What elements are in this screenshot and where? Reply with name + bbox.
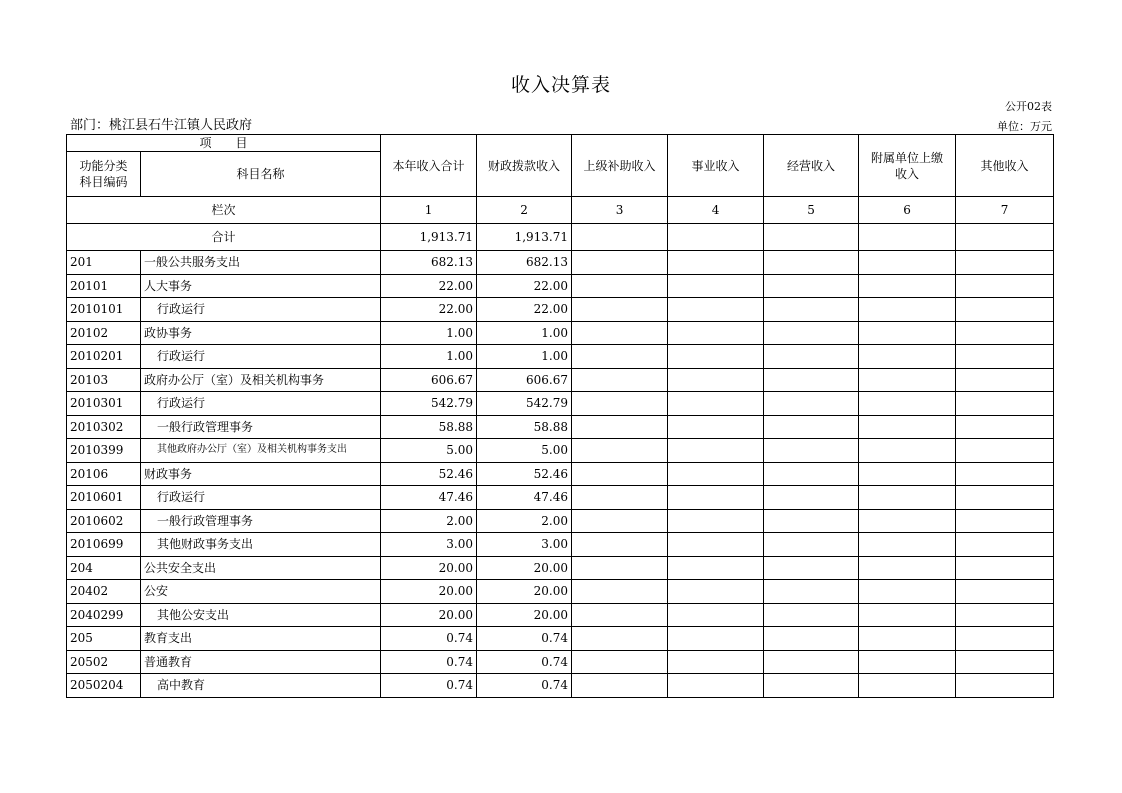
- amount-cell: 20.00: [477, 580, 572, 604]
- amount-cell: [764, 439, 859, 463]
- subject-code: 20103: [67, 368, 141, 392]
- amount-cell: 542.79: [381, 392, 477, 416]
- amount-cell: [572, 415, 668, 439]
- table-row: [67, 674, 1054, 698]
- table-row: [67, 251, 1054, 275]
- subject-code: 2010699: [67, 533, 141, 557]
- amount-cell: [859, 251, 956, 275]
- subject-name: 高中教育: [141, 674, 381, 698]
- column-number: 2: [477, 197, 572, 224]
- subject-name: 行政运行: [141, 486, 381, 510]
- amount-cell: 1.00: [477, 345, 572, 369]
- amount-cell: [668, 345, 764, 369]
- table-row: [67, 274, 1054, 298]
- subject-code: 2010201: [67, 345, 141, 369]
- column-header: 财政拨款收入: [477, 135, 572, 197]
- subject-name: 其他公安支出: [141, 603, 381, 627]
- amount-cell: 22.00: [477, 274, 572, 298]
- amount-cell: [764, 345, 859, 369]
- table-row: [67, 415, 1054, 439]
- table-row: [67, 439, 1054, 463]
- amount-cell: 20.00: [381, 603, 477, 627]
- amount-cell: [668, 580, 764, 604]
- total-row: [67, 224, 1054, 251]
- amount-cell: 1.00: [381, 321, 477, 345]
- amount-cell: [956, 580, 1054, 604]
- total-value: [956, 224, 1054, 251]
- subject-name: 行政运行: [141, 345, 381, 369]
- subject-code: 2010399: [67, 439, 141, 463]
- subject-code: 2050204: [67, 674, 141, 698]
- amount-cell: [956, 368, 1054, 392]
- subject-name: 财政事务: [141, 462, 381, 486]
- column-header: 事业收入: [668, 135, 764, 197]
- column-header: 经营收入: [764, 135, 859, 197]
- subject-name: 行政运行: [141, 392, 381, 416]
- amount-cell: [572, 298, 668, 322]
- amount-cell: [764, 556, 859, 580]
- subject-code: 205: [67, 627, 141, 651]
- amount-cell: [956, 627, 1054, 651]
- subject-code: 2010302: [67, 415, 141, 439]
- amount-cell: 58.88: [381, 415, 477, 439]
- amount-cell: 0.74: [381, 674, 477, 698]
- amount-cell: 5.00: [381, 439, 477, 463]
- amount-cell: [668, 298, 764, 322]
- amount-cell: 606.67: [477, 368, 572, 392]
- item-group-header: 项 目: [67, 135, 381, 152]
- amount-cell: [572, 321, 668, 345]
- table-row: [67, 321, 1054, 345]
- amount-cell: [859, 486, 956, 510]
- department-label: 部门：桃江县石牛江镇人民政府: [70, 118, 253, 133]
- amount-cell: [859, 674, 956, 698]
- table-row: [67, 556, 1054, 580]
- amount-cell: [572, 533, 668, 557]
- amount-cell: 2.00: [381, 509, 477, 533]
- amount-cell: [956, 533, 1054, 557]
- amount-cell: [764, 603, 859, 627]
- amount-cell: [956, 509, 1054, 533]
- subject-code: 20106: [67, 462, 141, 486]
- amount-cell: [668, 509, 764, 533]
- amount-cell: [668, 603, 764, 627]
- total-label: 合计: [67, 224, 381, 251]
- column-number: 5: [764, 197, 859, 224]
- amount-cell: [572, 650, 668, 674]
- table-row: [67, 345, 1054, 369]
- amount-cell: [859, 533, 956, 557]
- subject-name: 一般公共服务支出: [141, 251, 381, 275]
- subject-code: 2040299: [67, 603, 141, 627]
- amount-cell: 20.00: [381, 580, 477, 604]
- table-row: [67, 533, 1054, 557]
- amount-cell: [764, 392, 859, 416]
- amount-cell: [764, 274, 859, 298]
- amount-cell: [956, 392, 1054, 416]
- amount-cell: [956, 274, 1054, 298]
- amount-cell: [764, 486, 859, 510]
- amount-cell: [956, 345, 1054, 369]
- amount-cell: [572, 674, 668, 698]
- amount-cell: [572, 627, 668, 651]
- total-value: [572, 224, 668, 251]
- table-row: [67, 298, 1054, 322]
- subject-code: 20101: [67, 274, 141, 298]
- amount-cell: [764, 650, 859, 674]
- column-number: 6: [859, 197, 956, 224]
- amount-cell: 1.00: [477, 321, 572, 345]
- column-header: 其他收入: [956, 135, 1054, 197]
- subject-name: 行政运行: [141, 298, 381, 322]
- amount-cell: [668, 650, 764, 674]
- row-index-label: 栏次: [67, 197, 381, 224]
- amount-cell: [668, 439, 764, 463]
- subject-code: 2010101: [67, 298, 141, 322]
- amount-cell: [859, 298, 956, 322]
- amount-cell: [956, 251, 1054, 275]
- table-row: [67, 603, 1054, 627]
- subject-name: 公安: [141, 580, 381, 604]
- amount-cell: 22.00: [477, 298, 572, 322]
- amount-cell: [572, 345, 668, 369]
- subject-name: 普通教育: [141, 650, 381, 674]
- column-number: 3: [572, 197, 668, 224]
- amount-cell: [764, 509, 859, 533]
- amount-cell: 47.46: [477, 486, 572, 510]
- amount-cell: [668, 556, 764, 580]
- amount-cell: 0.74: [477, 650, 572, 674]
- amount-cell: 0.74: [381, 650, 477, 674]
- code-header: 功能分类 科目编码: [67, 152, 141, 197]
- amount-cell: [764, 627, 859, 651]
- amount-cell: [572, 603, 668, 627]
- amount-cell: [668, 627, 764, 651]
- amount-cell: [956, 298, 1054, 322]
- amount-cell: [859, 603, 956, 627]
- column-number: 4: [668, 197, 764, 224]
- amount-cell: [859, 345, 956, 369]
- income-table: [66, 134, 1054, 698]
- subject-name: 政协事务: [141, 321, 381, 345]
- amount-cell: [859, 580, 956, 604]
- table-row: [67, 580, 1054, 604]
- amount-cell: 52.46: [381, 462, 477, 486]
- amount-cell: [668, 533, 764, 557]
- report-title: 收入决算表: [510, 74, 611, 96]
- total-value: [764, 224, 859, 251]
- amount-cell: 22.00: [381, 274, 477, 298]
- amount-cell: [764, 415, 859, 439]
- amount-cell: [668, 274, 764, 298]
- amount-cell: [764, 462, 859, 486]
- amount-cell: 5.00: [477, 439, 572, 463]
- column-header: 上级补助收入: [572, 135, 668, 197]
- amount-cell: [859, 392, 956, 416]
- amount-cell: 3.00: [477, 533, 572, 557]
- amount-cell: [668, 251, 764, 275]
- amount-cell: [668, 486, 764, 510]
- column-header: 本年收入合计: [381, 135, 477, 197]
- subject-code: 20502: [67, 650, 141, 674]
- amount-cell: [572, 392, 668, 416]
- amount-cell: [572, 439, 668, 463]
- amount-cell: [859, 321, 956, 345]
- column-number: 7: [956, 197, 1054, 224]
- amount-cell: 1.00: [381, 345, 477, 369]
- amount-cell: 542.79: [477, 392, 572, 416]
- table-row: [67, 509, 1054, 533]
- amount-cell: [956, 415, 1054, 439]
- amount-cell: 52.46: [477, 462, 572, 486]
- subject-code: 20102: [67, 321, 141, 345]
- amount-cell: 20.00: [381, 556, 477, 580]
- amount-cell: 0.74: [477, 627, 572, 651]
- subject-name: 其他政府办公厅（室）及相关机构事务支出: [141, 439, 381, 463]
- subject-code: 201: [67, 251, 141, 275]
- amount-cell: [956, 603, 1054, 627]
- amount-cell: [859, 368, 956, 392]
- form-number: 公开02表: [1005, 100, 1052, 113]
- table-row: [67, 650, 1054, 674]
- amount-cell: [668, 462, 764, 486]
- subject-name: 一般行政管理事务: [141, 509, 381, 533]
- amount-cell: [668, 674, 764, 698]
- amount-cell: [956, 486, 1054, 510]
- amount-cell: [572, 580, 668, 604]
- amount-cell: [572, 556, 668, 580]
- amount-cell: [956, 674, 1054, 698]
- amount-cell: 58.88: [477, 415, 572, 439]
- amount-cell: [859, 462, 956, 486]
- subject-name: 政府办公厅（室）及相关机构事务: [141, 368, 381, 392]
- total-value: 1,913.71: [381, 224, 477, 251]
- amount-cell: [764, 580, 859, 604]
- subject-code: 20402: [67, 580, 141, 604]
- amount-cell: [859, 415, 956, 439]
- subject-code: 2010301: [67, 392, 141, 416]
- amount-cell: [764, 368, 859, 392]
- total-value: 1,913.71: [477, 224, 572, 251]
- amount-cell: [956, 650, 1054, 674]
- amount-cell: [668, 368, 764, 392]
- amount-cell: [859, 627, 956, 651]
- subject-name: 人大事务: [141, 274, 381, 298]
- amount-cell: [859, 509, 956, 533]
- amount-cell: [668, 392, 764, 416]
- amount-cell: 47.46: [381, 486, 477, 510]
- amount-cell: [956, 439, 1054, 463]
- amount-cell: 0.74: [477, 674, 572, 698]
- amount-cell: [668, 415, 764, 439]
- amount-cell: [956, 462, 1054, 486]
- unit-label: 单位：万元: [997, 120, 1052, 133]
- amount-cell: [764, 298, 859, 322]
- subject-code: 2010602: [67, 509, 141, 533]
- amount-cell: [668, 321, 764, 345]
- amount-cell: [956, 556, 1054, 580]
- amount-cell: [572, 368, 668, 392]
- table-row: [67, 627, 1054, 651]
- amount-cell: [764, 321, 859, 345]
- amount-cell: [764, 674, 859, 698]
- table-row: [67, 486, 1054, 510]
- amount-cell: 22.00: [381, 298, 477, 322]
- amount-cell: 20.00: [477, 603, 572, 627]
- subject-code: 2010601: [67, 486, 141, 510]
- name-header: 科目名称: [141, 152, 381, 197]
- amount-cell: [764, 533, 859, 557]
- subject-name: 其他财政事务支出: [141, 533, 381, 557]
- amount-cell: [859, 650, 956, 674]
- column-header: 附属单位上缴收入: [859, 135, 956, 197]
- table-row: [67, 462, 1054, 486]
- amount-cell: [572, 251, 668, 275]
- subject-code: 204: [67, 556, 141, 580]
- subject-name: 一般行政管理事务: [141, 415, 381, 439]
- table-row: [67, 368, 1054, 392]
- total-value: [859, 224, 956, 251]
- amount-cell: [859, 439, 956, 463]
- table-row: [67, 392, 1054, 416]
- amount-cell: [572, 486, 668, 510]
- subject-name: 公共安全支出: [141, 556, 381, 580]
- subject-name: 教育支出: [141, 627, 381, 651]
- amount-cell: 20.00: [477, 556, 572, 580]
- amount-cell: 3.00: [381, 533, 477, 557]
- amount-cell: 682.13: [381, 251, 477, 275]
- amount-cell: 606.67: [381, 368, 477, 392]
- amount-cell: 0.74: [381, 627, 477, 651]
- column-number: 1: [381, 197, 477, 224]
- amount-cell: [956, 321, 1054, 345]
- amount-cell: [859, 274, 956, 298]
- amount-cell: [572, 274, 668, 298]
- amount-cell: [764, 251, 859, 275]
- total-value: [668, 224, 764, 251]
- amount-cell: 682.13: [477, 251, 572, 275]
- amount-cell: [572, 509, 668, 533]
- amount-cell: 2.00: [477, 509, 572, 533]
- amount-cell: [859, 556, 956, 580]
- amount-cell: [572, 462, 668, 486]
